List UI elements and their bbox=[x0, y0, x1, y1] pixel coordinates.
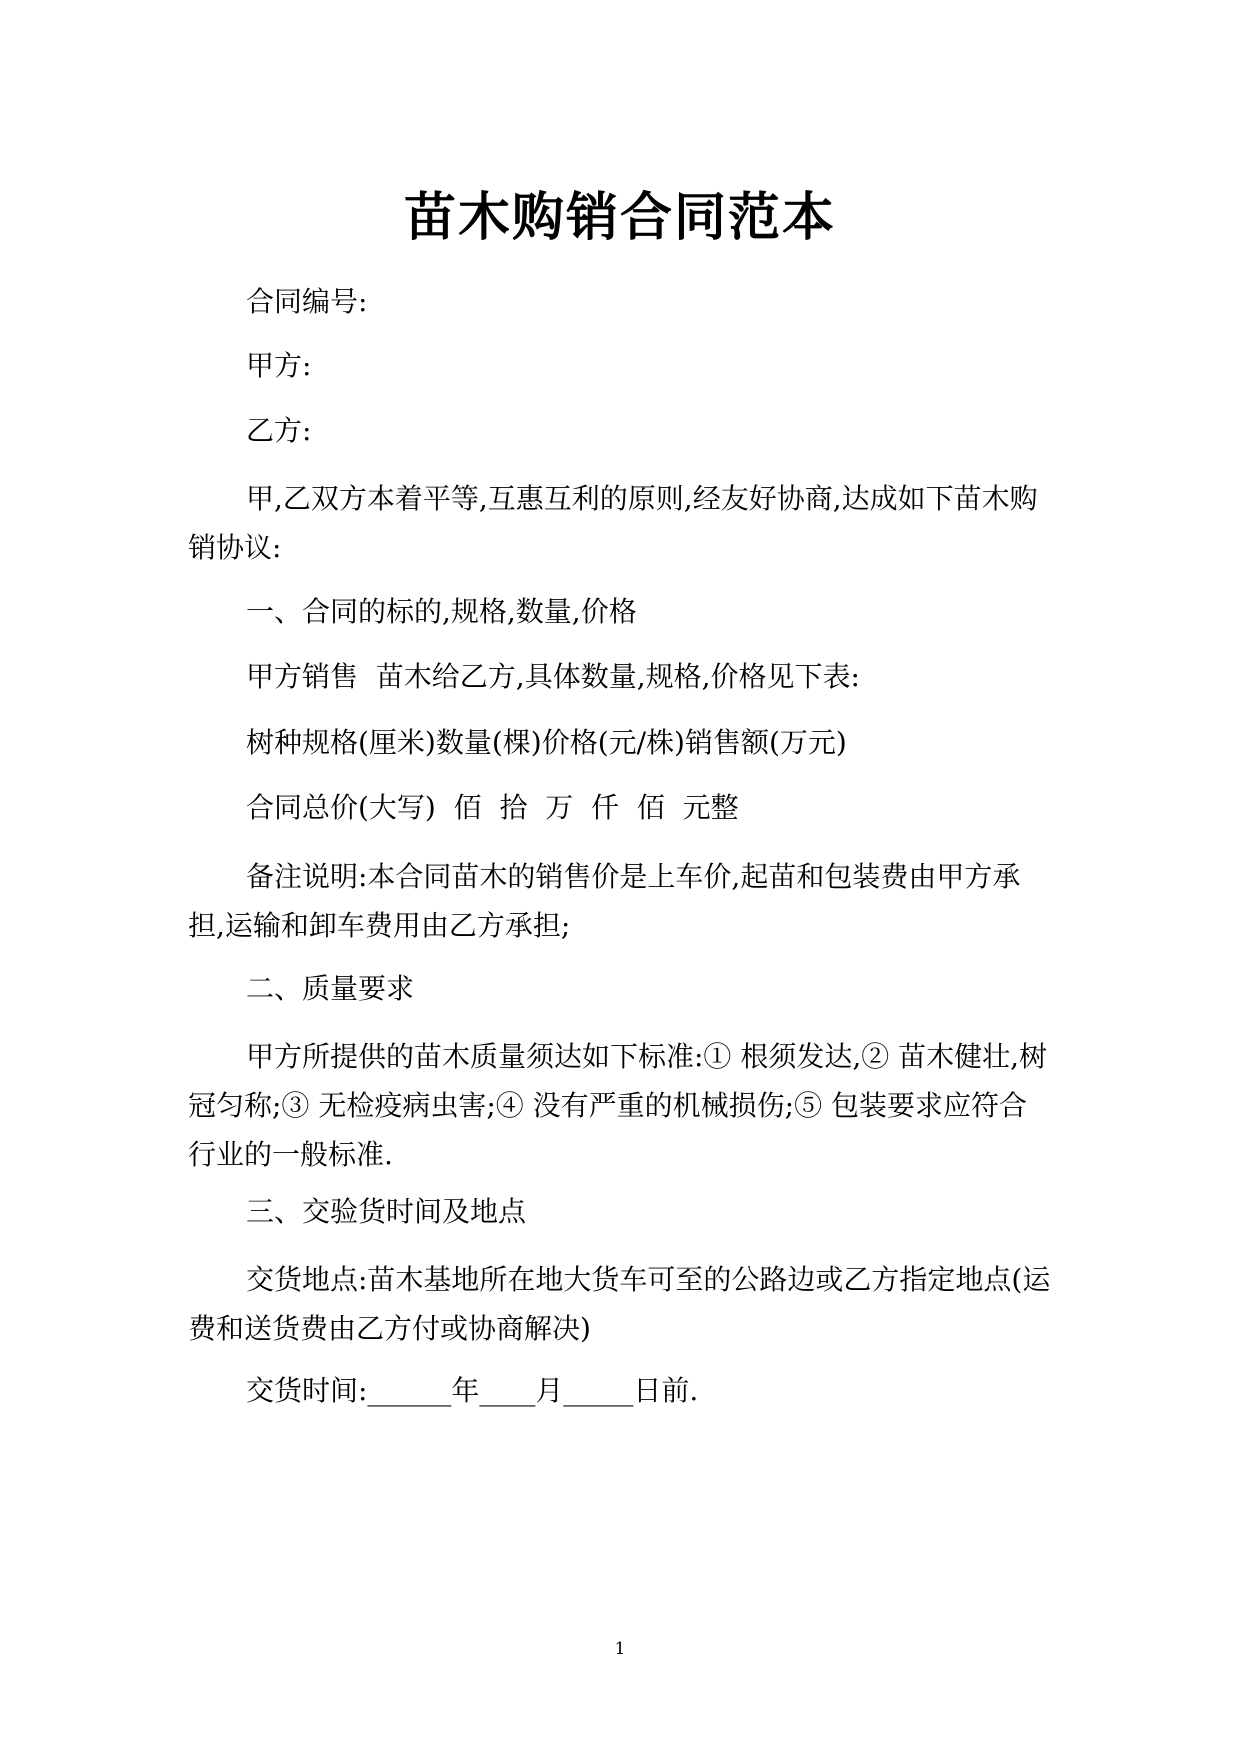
section1-heading: 一、合同的标的,规格,数量,价格 bbox=[246, 595, 637, 628]
total-price-line: 合同总价(大写) 佰 拾 万 仟 佰 元整 bbox=[246, 791, 739, 824]
page-number: 1 bbox=[614, 1639, 626, 1659]
section3-heading: 三、交验货时间及地点 bbox=[246, 1195, 527, 1228]
section2-heading: 二、质量要求 bbox=[246, 972, 415, 1005]
delivery-time-line: 交货时间:______年____月_____日前. bbox=[246, 1374, 699, 1407]
table-header-line: 树种规格(厘米)数量(棵)价格(元/株)销售额(万元) bbox=[246, 726, 847, 759]
delivery-place-paragraph: 交货地点:苗木基地所在地大货车可至的公路边或乙方指定地点(运费和送货费由乙方付或协商解决) bbox=[188, 1263, 1051, 1345]
section2-text: 甲方所提供的苗木质量须达如下标准:① 根须发达,② 苗木健壮,树冠匀称;③ 无检疫病虫害;④ 没有严重的机械损伤;⑤ 包装要求应符合行业的一般标准. bbox=[188, 1040, 1048, 1171]
contract-number-label: 合同编号: bbox=[246, 285, 368, 318]
remark-paragraph: 备注说明:本合同苗木的销售价是上车价,起苗和包装费由甲方承担,运输和卸车费用由乙方承担; bbox=[188, 860, 1021, 942]
document-title: 苗木购销合同范本 bbox=[403, 188, 836, 248]
party-a-label: 甲方: bbox=[246, 349, 312, 382]
section1-text: 甲方销售 苗木给乙方,具体数量,规格,价格见下表: bbox=[246, 660, 860, 693]
intro-paragraph: 甲,乙双方本着平等,互惠互利的原则,经友好协商,达成如下苗木购销协议: bbox=[188, 482, 1038, 564]
party-b-label: 乙方: bbox=[246, 414, 312, 447]
